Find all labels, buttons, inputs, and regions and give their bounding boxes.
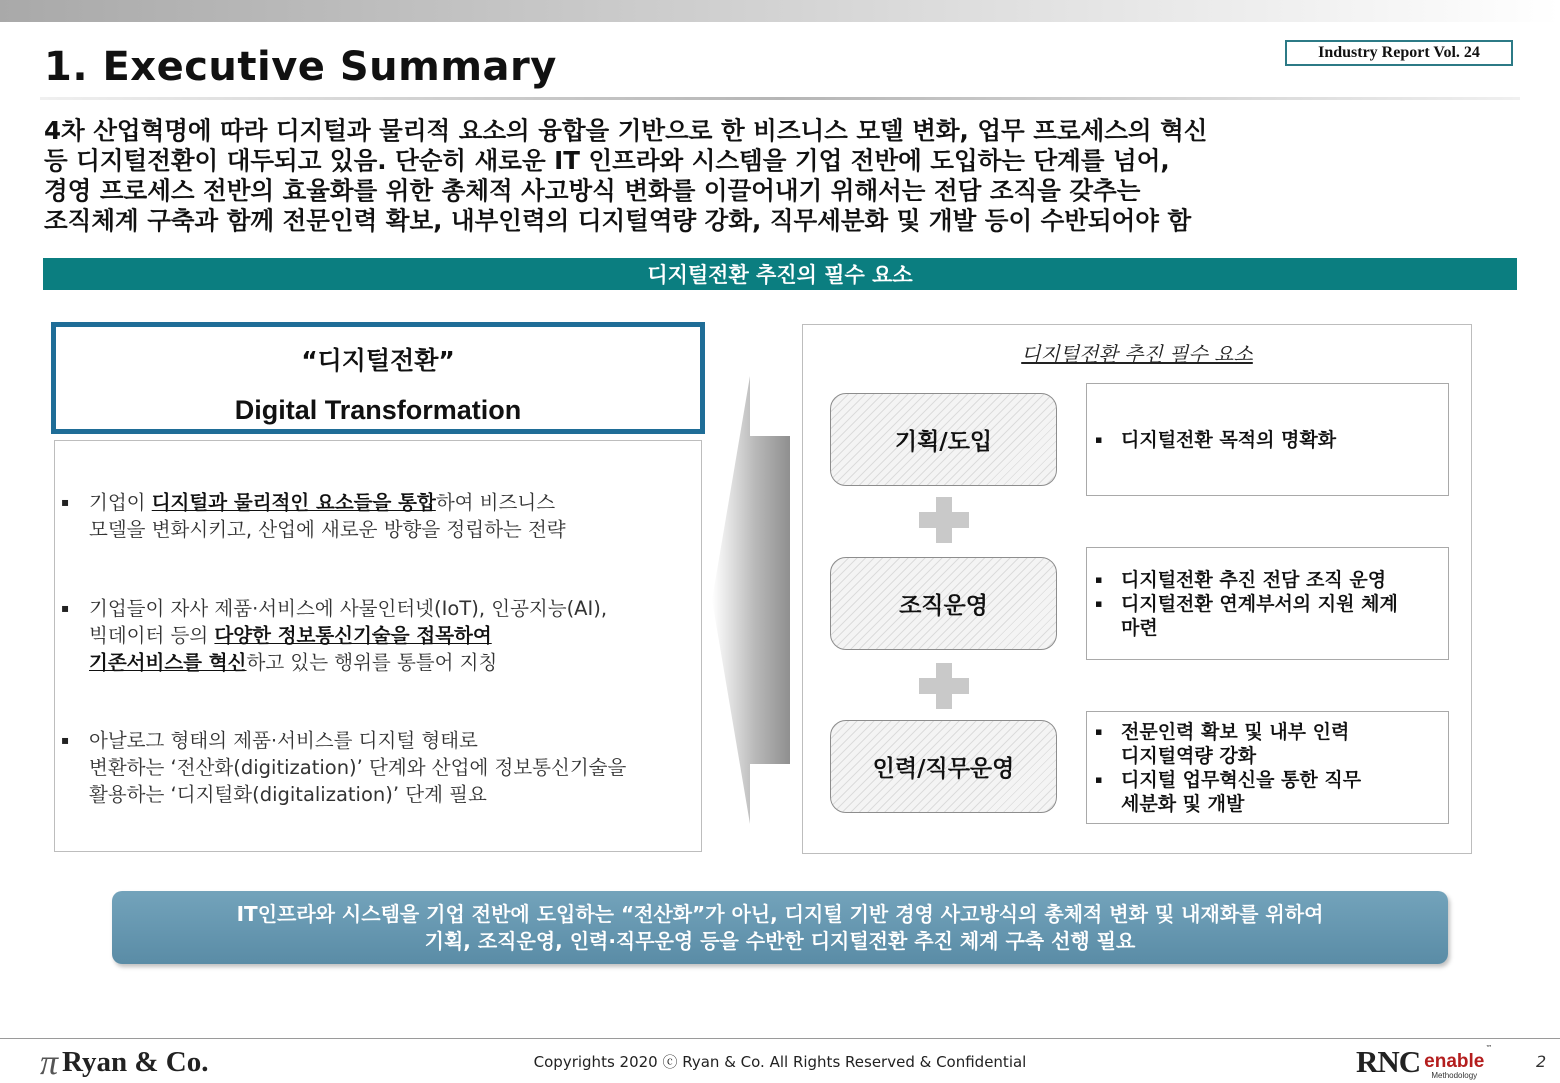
conclusion-line: 기획, 조직운영, 인력·직무운영 등을 수반한 디지털전환 추진 체계 구축 선행 필요 xyxy=(424,929,1136,953)
item-text: 기업이 xyxy=(89,491,152,514)
intro-line: 경영 프로세스 전반의 효율화를 위한 총체적 사고방식 변화를 이끌어내기 위해서는 전담 조직을 갖추는 xyxy=(44,176,1141,205)
plus-icon xyxy=(919,663,969,709)
conclusion-line: IT인프라와 시스템을 기업 전반에 도입하는 “전산화”가 아닌, 디지털 기반 경영 사고방식의 총체적 변화 및 내재화를 위하여 xyxy=(236,902,1324,926)
bullet-icon: ▪ xyxy=(61,601,70,615)
copyright-text: Copyrights 2020 ⓒ Ryan & Co. All Rights Reserved & Confidential xyxy=(533,1053,1027,1071)
intro-line: 조직체계 구축과 함께 전문인력 확보, 내부인력의 디지털역량 강화, 직무세분화 및 개발 등이 수반되어야 함 xyxy=(44,206,1192,235)
detail-text: 디지털전환 목적의 명확화 xyxy=(1121,429,1337,451)
step-detail-organization xyxy=(1086,547,1449,660)
dt-korean-title: “디지털전환” xyxy=(301,346,455,375)
detail-text: 마련 xyxy=(1121,617,1158,639)
detail-text: 세분화 및 개발 xyxy=(1121,793,1245,815)
highlight-text: 기존서비스를 혁신 xyxy=(89,651,247,674)
detail-text: 전문인력 확보 및 내부 인력 xyxy=(1121,721,1350,743)
step-planning: 기획/도입 xyxy=(830,393,1057,486)
highlight-text: 디지털과 물리적인 요소들을 통합 xyxy=(151,491,436,514)
methodology-text: Methodology xyxy=(1431,1071,1478,1080)
intro-line: 4차 산업혁명에 따라 디지털과 물리적 요소의 융합을 기반으로 한 비즈니스 모델 변화, 업무 프로세스의 혁신 xyxy=(44,116,1208,145)
item-text: 변환하는 ‘전산화(digitization)’ 단계와 산업에 정보통신기술을 xyxy=(89,756,627,779)
intro-line: 등 디지털전환이 대두되고 있음. 단순히 새로운 IT 인프라와 시스템을 기업 전반에 도입하는 단계를 넘어, xyxy=(44,146,1170,175)
plus-icon xyxy=(919,497,969,543)
step-detail-workforce xyxy=(1086,711,1449,824)
report-tag: Industry Report Vol. 24 xyxy=(1285,40,1513,66)
step-detail-planning xyxy=(1086,383,1449,496)
top-gradient-bar xyxy=(0,0,1560,22)
trademark-symbol: ™ xyxy=(1485,1044,1493,1052)
detail-text: 디지털 업무혁신을 통한 직무 xyxy=(1121,769,1362,791)
bullet-icon: ▪ xyxy=(1095,773,1103,786)
page-title: 1. Executive Summary xyxy=(44,44,557,90)
highlight-text: 다양한 정보통신기술을 접목하여 xyxy=(214,624,492,647)
step-organization: 조직운영 xyxy=(830,557,1057,650)
detail-item xyxy=(1095,768,1438,816)
bullet-icon: ▪ xyxy=(1095,597,1103,610)
arrow-connector-icon xyxy=(712,376,792,826)
item-text: 활용하는 ‘디지털화(digitalization)’ 단계 필요 xyxy=(89,783,487,806)
enable-wordmark xyxy=(1424,1052,1484,1080)
essentials-panel-title: 디지털전환 추진 필수 요소 xyxy=(1021,342,1253,366)
title-divider xyxy=(40,97,1520,100)
bullet-icon: ▪ xyxy=(61,495,70,509)
definition-list xyxy=(54,440,702,852)
item-text: 아날로그 형태의 제품·서비스를 디지털 형태로 xyxy=(89,729,478,752)
pi-logo-icon: π xyxy=(40,1042,59,1082)
dt-english-title: Digital Transformation xyxy=(234,395,522,425)
detail-text: 디지털전환 연계부서의 지원 체계 xyxy=(1121,593,1398,615)
intro-paragraph xyxy=(44,116,1524,236)
item-text: 기업들이 자사 제품·서비스에 사물인터넷(IoT), 인공지능(AI), xyxy=(89,597,608,620)
rnc-wordmark: RNC xyxy=(1356,1044,1421,1079)
section-banner: 디지털전환 추진의 필수 요소 xyxy=(43,258,1517,290)
bullet-icon: ▪ xyxy=(1095,725,1103,738)
enable-text: enable xyxy=(1424,1051,1485,1072)
item-text: 하여 비즈니스 xyxy=(435,491,556,514)
conclusion-box xyxy=(112,891,1448,964)
bullet-icon: ▪ xyxy=(1095,573,1103,586)
detail-item xyxy=(1095,428,1438,452)
detail-item xyxy=(1095,592,1438,640)
item-text: 하고 있는 행위를 통틀어 지칭 xyxy=(246,651,498,674)
bullet-icon: ▪ xyxy=(1095,433,1103,446)
detail-text: 디지털역량 강화 xyxy=(1121,745,1257,767)
detail-item xyxy=(1095,568,1438,592)
rnc-logo xyxy=(1356,1044,1492,1080)
bullet-icon: ▪ xyxy=(61,733,70,747)
page-number: 2 xyxy=(1536,1052,1547,1071)
footer-divider xyxy=(0,1038,1560,1039)
digital-transformation-box xyxy=(51,322,705,434)
step-workforce: 인력/직무운영 xyxy=(830,720,1057,813)
item-text: 빅데이터 등의 xyxy=(89,624,215,647)
detail-text: 디지털전환 추진 전담 조직 운영 xyxy=(1121,569,1387,591)
company-name: Ryan & Co. xyxy=(62,1045,209,1078)
detail-item xyxy=(1095,720,1438,768)
item-text: 모델을 변화시키고, 산업에 새로운 방향을 정립하는 전략 xyxy=(89,518,566,541)
